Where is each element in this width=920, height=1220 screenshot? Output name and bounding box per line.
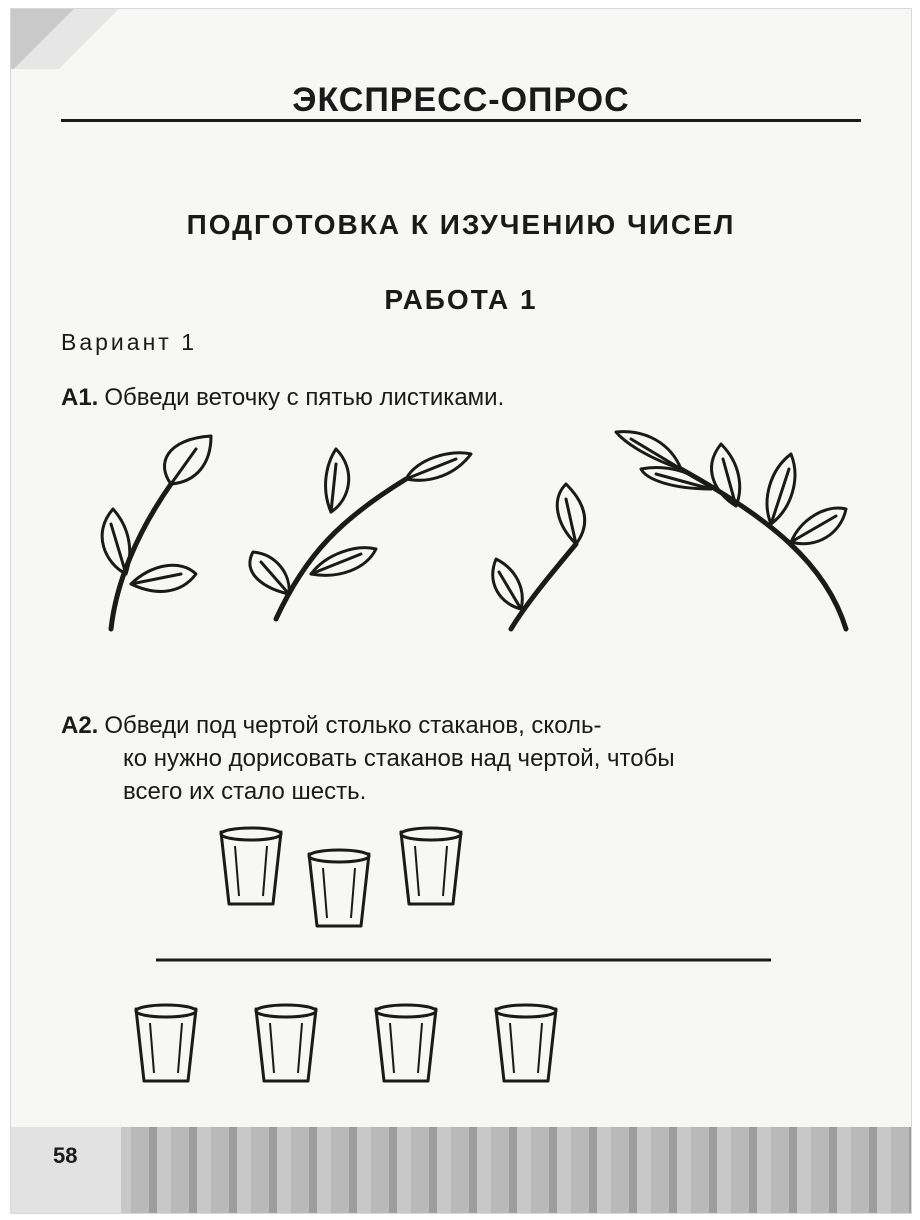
cups-above-line <box>221 828 461 926</box>
cups-below-line <box>136 1005 556 1081</box>
task-text: Обведи веточку с пятью листиками. <box>104 384 505 411</box>
glass-icon <box>221 828 281 904</box>
branch-with-leaves-icon[interactable] <box>250 449 471 619</box>
corner-decoration <box>11 9 131 69</box>
task-text-line-1: Обведи под чертой столько стаканов, сколь- <box>104 712 602 739</box>
section-title: ПОДГОТОВКА К ИЗУЧЕНИЮ ЧИСЕЛ <box>186 209 736 240</box>
title-underline <box>61 119 861 122</box>
glass-icon[interactable] <box>376 1005 436 1081</box>
page-number: 58 <box>53 1143 78 1168</box>
glass-icon <box>401 828 461 904</box>
workbook-page <box>10 8 912 1214</box>
branch-with-leaves-icon[interactable] <box>493 484 585 629</box>
task-a1 <box>61 381 861 414</box>
footer-page-box <box>11 1127 121 1213</box>
task-a2 <box>61 709 861 808</box>
task-text-line-3: всего их стало шесть. <box>123 778 367 805</box>
glass-icon[interactable] <box>136 1005 196 1081</box>
glass-icon[interactable] <box>496 1005 556 1081</box>
task-number: А1. <box>61 384 99 411</box>
cups-illustration <box>131 824 791 1114</box>
branch-with-leaves-icon[interactable] <box>102 436 211 629</box>
work-title: РАБОТА 1 <box>384 284 538 315</box>
task-text-line-2: ко нужно дорисовать стаканов над чертой, чтобы <box>123 745 675 772</box>
variant-label: Вариант 1 <box>61 329 197 355</box>
task-number: А2. <box>61 712 99 739</box>
branches-illustration <box>71 424 861 639</box>
glass-icon[interactable] <box>256 1005 316 1081</box>
page-title: ЭКСПРЕСС-ОПРОС <box>292 81 630 119</box>
branch-with-leaves-icon[interactable] <box>616 432 846 629</box>
glass-icon <box>309 850 369 926</box>
footer-band <box>11 1127 911 1213</box>
